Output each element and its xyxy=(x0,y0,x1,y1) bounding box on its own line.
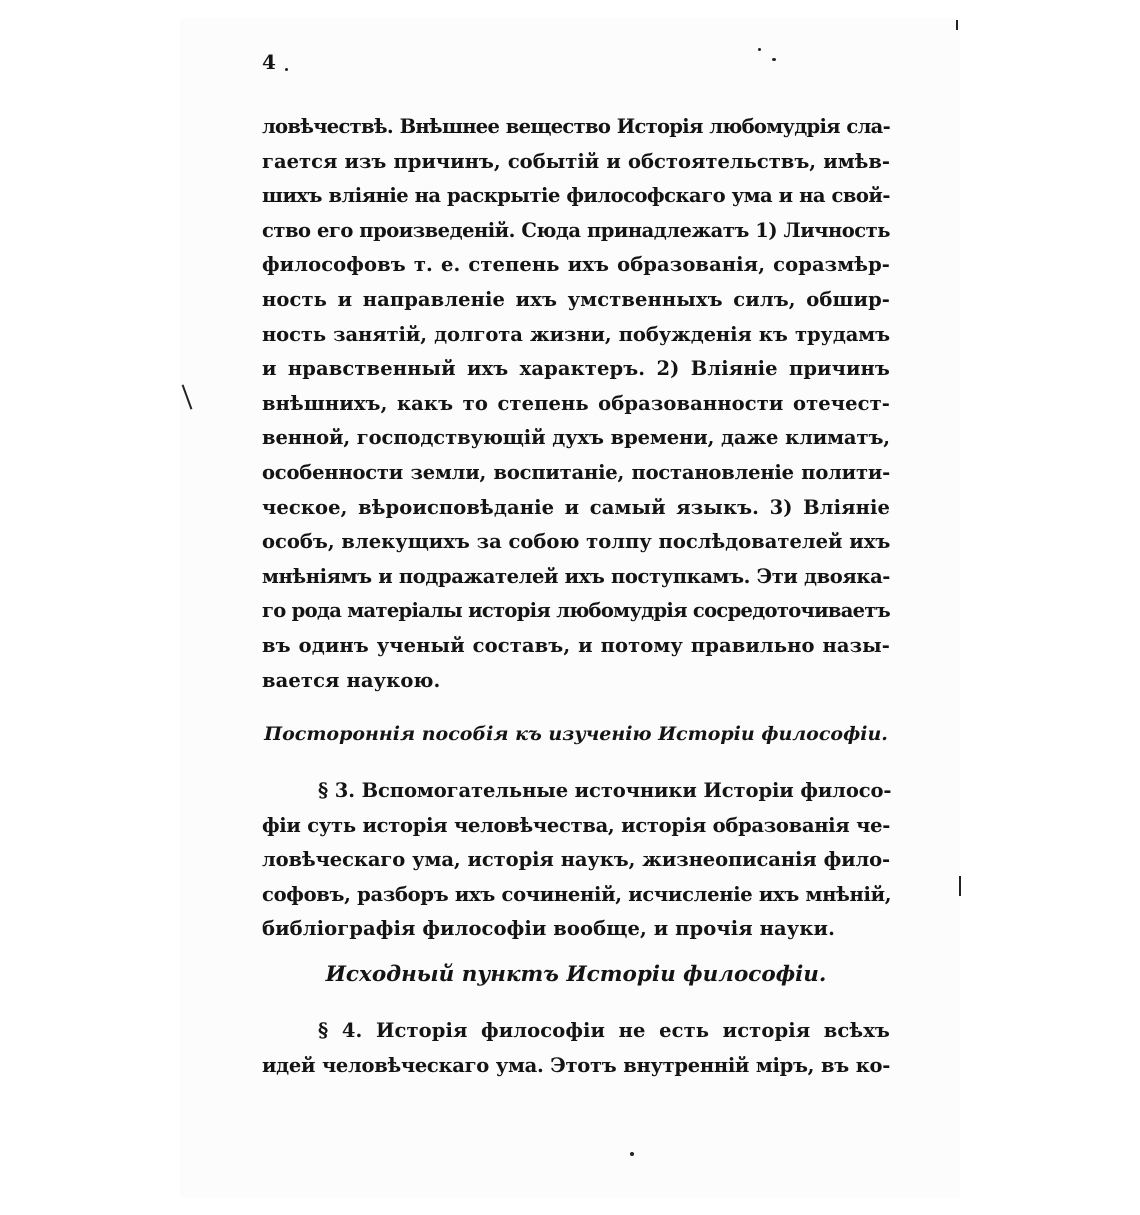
paragraph-section-4 xyxy=(262,1014,890,1083)
scan-speck xyxy=(630,1152,634,1156)
text-line: особъ, влекущихъ за собою толпу послѣдователей ихъ xyxy=(262,530,891,554)
text-line: философовъ т. е. степень ихъ образованія, соразмѣр- xyxy=(262,253,890,277)
text-line: фіи суть исторія человѣчества, исторія образованія че- xyxy=(262,813,890,837)
text-line: го рода матеріалы исторія любомудрія сосредоточиваетъ xyxy=(262,599,890,623)
text-line: мнѣніямъ и подражателей ихъ поступкамъ. Эти двояка- xyxy=(262,564,890,588)
text-line: § 3. Вспомогательные источники Исторіи филосо- xyxy=(318,779,892,802)
text-line: идей человѣческаго ума. Этотъ внутренній міръ, въ ко- xyxy=(262,1053,890,1077)
text-line: въ одинъ ученый составъ, и потому правильно назы- xyxy=(262,633,890,657)
text-line: ство его произведеній. Сюда принадлежатъ 1) Личность xyxy=(262,218,890,242)
section-heading-auxiliary-sources: Постороннія пособія къ изученію Исторіи философіи. xyxy=(264,723,888,745)
text-line: вается наукою. xyxy=(262,668,441,692)
scan-edge-mark xyxy=(959,876,961,896)
paragraph-external-material xyxy=(262,110,890,698)
scan-speck xyxy=(772,58,776,61)
text-line: софовъ, разборъ ихъ сочиненій, исчисленіе ихъ мнѣній, xyxy=(262,882,892,906)
text-line: ческое, вѣроисповѣданіе и самый языкъ. 3) Вліяніе xyxy=(262,495,890,519)
scan-edge-mark xyxy=(956,20,958,30)
text-line: и нравственный ихъ характеръ. 2) Вліяніе причинъ xyxy=(262,357,890,381)
text-line: шихъ вліяніе на раскрытіе философскаго ума и на свой- xyxy=(262,184,890,208)
text-line: ность и направленіе ихъ умственныхъ силъ, обшир- xyxy=(262,287,890,311)
text-line: § 4. Исторія философіи не есть исторія всѣхъ xyxy=(318,1019,890,1042)
paragraph-section-3 xyxy=(262,774,890,947)
text-line: библіографія философіи вообще, и прочія науки. xyxy=(262,917,835,941)
text-line: особенности земли, воспитаніе, постановленіе полити- xyxy=(262,460,890,484)
text-line: внѣшнихъ, какъ то степень образованности отечест- xyxy=(262,391,890,415)
scan-speck xyxy=(758,48,761,51)
text-line: ловѣческаго ума, исторія наукъ, жизнеописанія фило- xyxy=(262,848,890,872)
text-line: ловѣчествѣ. Внѣшнее вещество Исторія любомудрія сла- xyxy=(262,115,890,138)
section-heading-starting-point: Исходный пунктъ Исторіи философіи. xyxy=(325,962,827,987)
text-line: гается изъ причинъ, событій и обстоятельствъ, имѣв- xyxy=(262,149,890,173)
scan-speck xyxy=(285,68,288,71)
page-number: 4 xyxy=(262,50,276,74)
text-line: венной, господствующій духъ времени, даже климатъ, xyxy=(262,426,890,450)
text-line: ность занятій, долгота жизни, побужденія къ трудамъ xyxy=(262,322,890,346)
